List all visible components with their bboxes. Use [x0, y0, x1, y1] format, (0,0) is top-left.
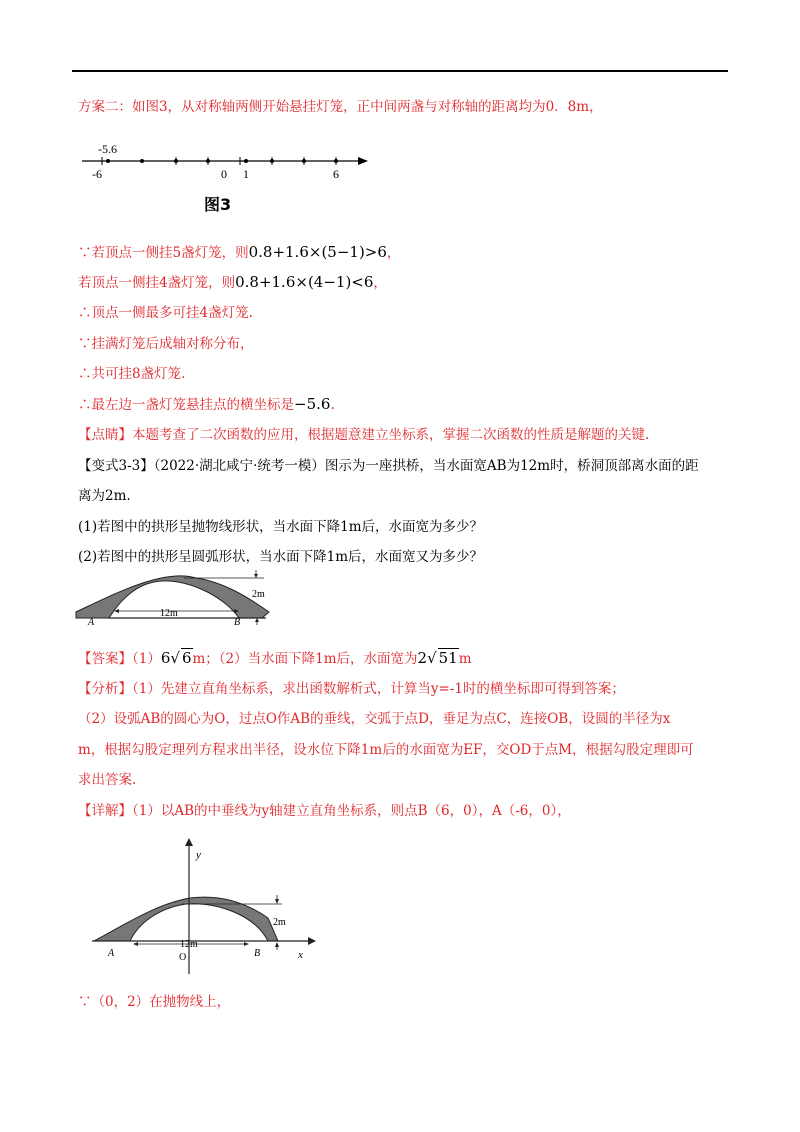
- width-label: 12m: [180, 939, 198, 950]
- question-2: (2)若图中的拱形呈圆弧形状，当水面下降1m后，水面宽又为多少？: [78, 549, 484, 565]
- text-line-5-lanterns: ∵若顶点一侧挂5盏灯笼，则0.8+1.6×(5−1)>6，: [78, 243, 401, 261]
- height-label: 2m: [273, 917, 286, 928]
- text-line-symmetric: ∵挂满灯笼后成轴对称分布，: [78, 336, 254, 352]
- figure-caption: 图3: [204, 195, 232, 214]
- x-axis-label: x: [298, 949, 303, 961]
- problem-statement: 【变式3-3】（2022·湖北咸宁·统考一模）图示为一座拱桥，当水面宽AB为12m时，桥洞顶部离水面的距: [78, 458, 699, 474]
- text-line-comment: 【点睛】本题考查了二次函数的应用，根据题意建立坐标系，掌握二次函数的性质是解题的关键.: [78, 427, 650, 443]
- analysis-line-1: 【分析】（1）先建立直角坐标系，求出函数解析式，计算当y=-1时的横坐标即可得到答案；: [78, 681, 625, 697]
- analysis-line-2: （2）设弧AB的圆心为O，过点O作AB的垂线，交弧于点D，垂足为点C，连接OB，设圆的半径为x: [78, 711, 671, 727]
- bridge-coordinate-figure: [86, 834, 326, 974]
- analysis-line-4: 求出答案.: [78, 772, 137, 788]
- problem-statement-cont: 离为2m.: [78, 488, 131, 504]
- text-line-max-lanterns: ∴顶点一侧最多可挂4盏灯笼.: [78, 305, 253, 321]
- text-line-4-lanterns: 若顶点一侧挂4盏灯笼，则0.8+1.6×(4−1)<6，: [78, 273, 387, 291]
- text-line-plan2: 方案二：如图3，从对称轴两侧开始悬挂灯笼，正中间两盏与对称轴的距离均为0．8m，: [78, 99, 603, 115]
- question-1: (1)若图中的拱形呈抛物线形状，当水面下降1m后，水面宽为多少？: [78, 519, 484, 535]
- tick-label-0: 0: [221, 167, 227, 181]
- tick-label-1: 1: [243, 167, 249, 181]
- tick-label-6: 6: [333, 167, 339, 181]
- y-axis-label: y: [196, 849, 201, 861]
- point-b-label: B: [234, 617, 241, 628]
- point-a-label: A: [108, 948, 115, 959]
- number-line-figure: [80, 138, 370, 188]
- text-line-total: ∴共可挂8盏灯笼.: [78, 366, 186, 382]
- text-line-leftmost: ∴最左边一盏灯笼悬挂点的横坐标是−5.6.: [78, 395, 335, 413]
- tick-label-neg6: -6: [92, 167, 102, 181]
- bridge-figure: [74, 568, 274, 628]
- tick-label-neg5-6: -5.6: [98, 142, 117, 156]
- answer-line: 【答案】（1）6√ 6m；（2）当水面下降1m后，水面宽为2√ 51m: [78, 649, 472, 667]
- height-label: 2m: [252, 589, 265, 600]
- point-b-label: B: [254, 948, 261, 959]
- header-rule: [72, 70, 728, 72]
- detail-line-2: ∵（0，2）在抛物线上，: [78, 994, 231, 1010]
- origin-label: O: [179, 952, 187, 963]
- analysis-line-3: m，根据勾股定理列方程求出半径，设水位下降1m后的水面宽为EF，交OD于点M，根据勾股定理即可: [78, 742, 694, 758]
- detail-line-1: 【详解】（1）以AB的中垂线为y轴建立直角坐标系，则点B（6，0），A（-6，0），: [78, 803, 571, 819]
- point-a-label: A: [88, 617, 95, 628]
- width-label: 12m: [160, 608, 178, 619]
